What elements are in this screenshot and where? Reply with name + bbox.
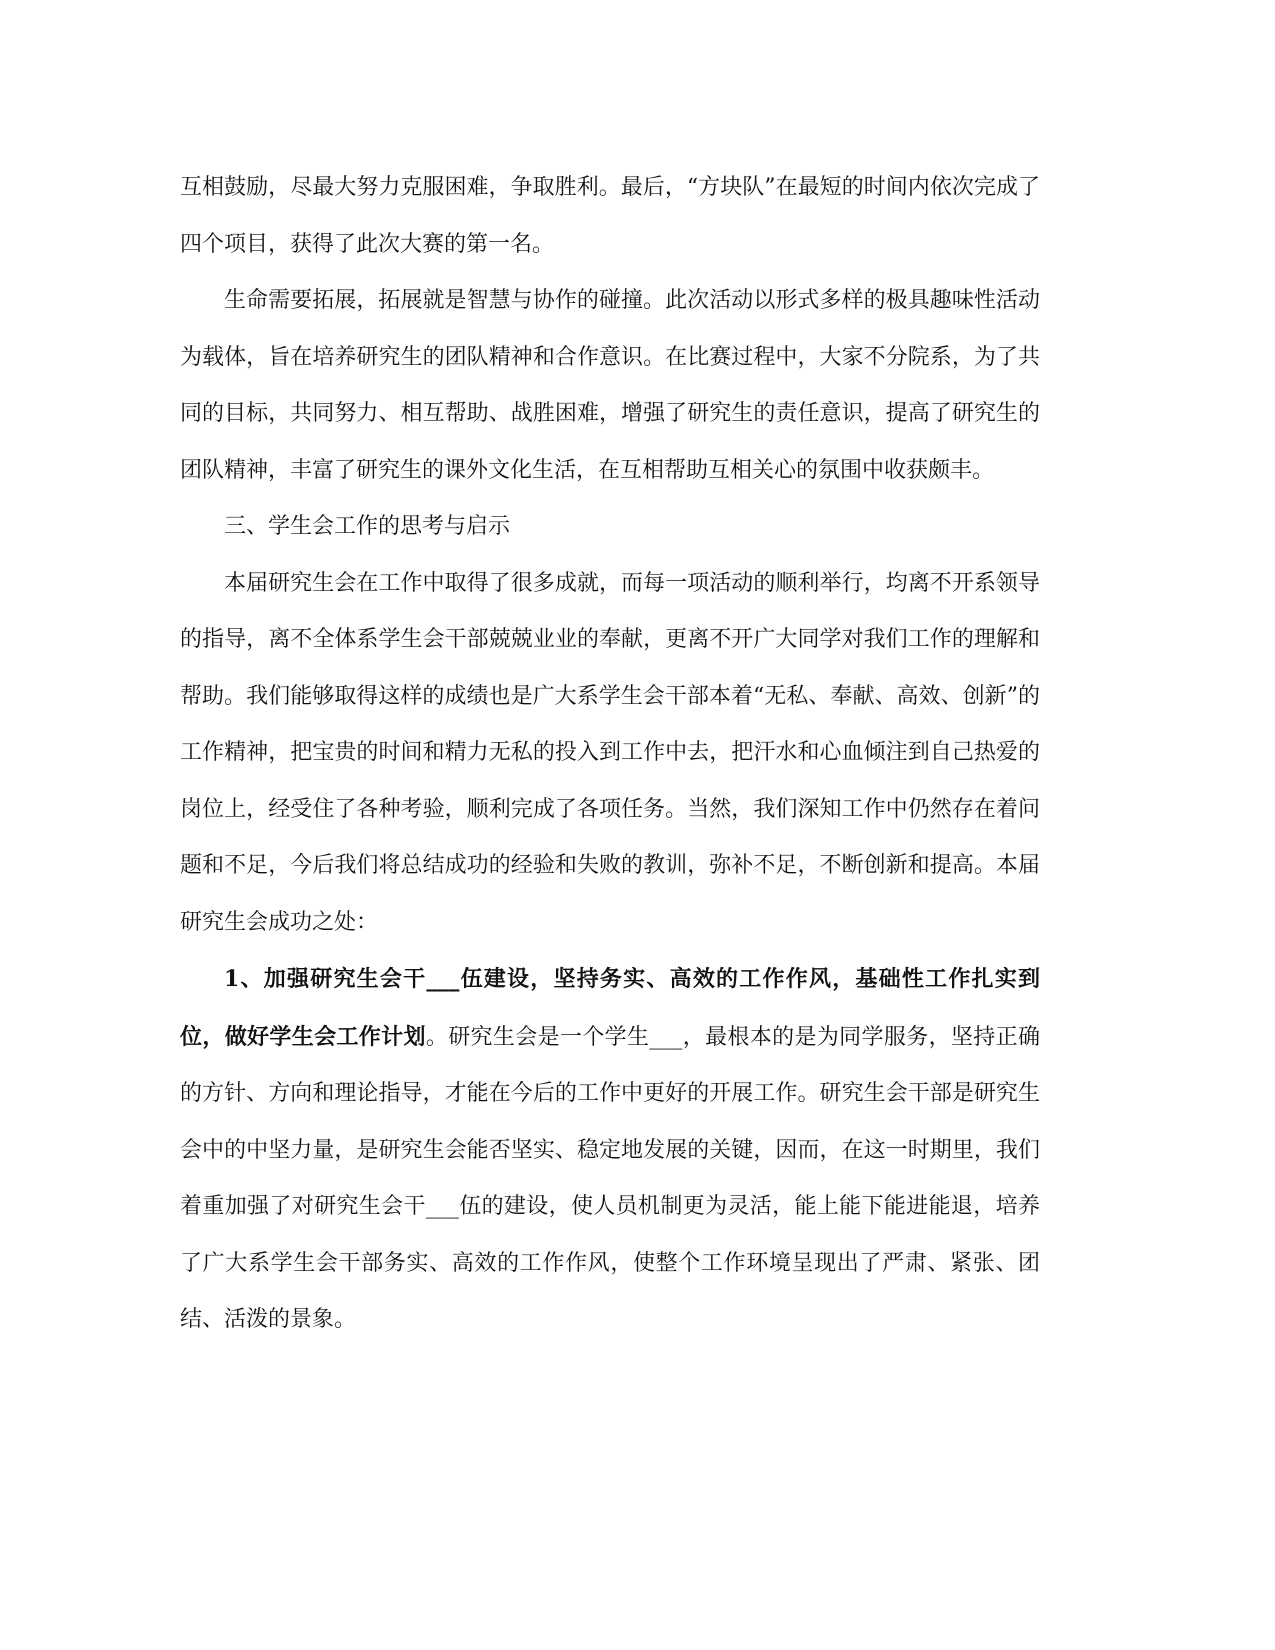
point-1-heading: 1、加强研究生会干___伍建设，坚持务实、高效的工作作风，基础性工作扎实到位，做好学生会工作计划 bbox=[180, 966, 1040, 1050]
section-heading: 三、学生会工作的思考与启示 bbox=[224, 514, 511, 539]
point-1-body: 。研究生会是一个学生___，最根本的是为同学服务，坚持正确的方针、方向和理论指导，才能在今后的工作中更好的开展工作。研究生会干部是研究生会中的中坚力量，是研究生会能否坚实、稳定地发展的关键，因而，在这一时期里，我们着重加强了对研究生会干___伍的建设，使人员机制更为灵活，能上能下能进能退，培养了广大系学生会干部务实、高效的工作作风，使整个工作环境呈现出了严肃、紧张、团结、活泼的景象。 bbox=[180, 1024, 1040, 1332]
paragraph-point-1 bbox=[180, 951, 1040, 1349]
paragraph-achievements: 本届研究生会在工作中取得了很多成就，而每一项活动的顺利举行，均离不开系领导的指导，离不全体系学生会干部兢兢业业的奉献，更离不开广大同学对我们工作的理解和帮助。我们能够取得这样的成绩也是广大系学生会干部本着“无私、奉献、高效、创新”的工作精神，把宝贵的时间和精力无私的投入到工作中去，把汗水和心血倾注到自己热爱的岗位上，经受住了各种考验，顺利完成了各项任务。当然，我们深知工作中仍然存在着问题和不足，今后我们将总结成功的经验和失败的教训，弥补不足，不断创新和提高。本届研究生会成功之处： bbox=[180, 570, 1040, 935]
document-body bbox=[180, 160, 1040, 1349]
paragraph-continuation: 互相鼓励，尽最大努力克服困难，争取胜利。最后，“方块队”在最短的时间内依次完成了四个项目，获得了此次大赛的第一名。 bbox=[180, 175, 1040, 257]
paragraph-expansion-activity: 生命需要拓展，拓展就是智慧与协作的碰撞。此次活动以形式多样的极具趣味性活动为载体，旨在培养研究生的团队精神和合作意识。在比赛过程中，大家不分院系，为了共同的目标，共同努力、相互帮助、战胜困难，增强了研究生的责任意识，提高了研究生的团队精神，丰富了研究生的课外文化生活，在互相帮助互相关心的氛围中收获颇丰。 bbox=[180, 288, 1040, 483]
